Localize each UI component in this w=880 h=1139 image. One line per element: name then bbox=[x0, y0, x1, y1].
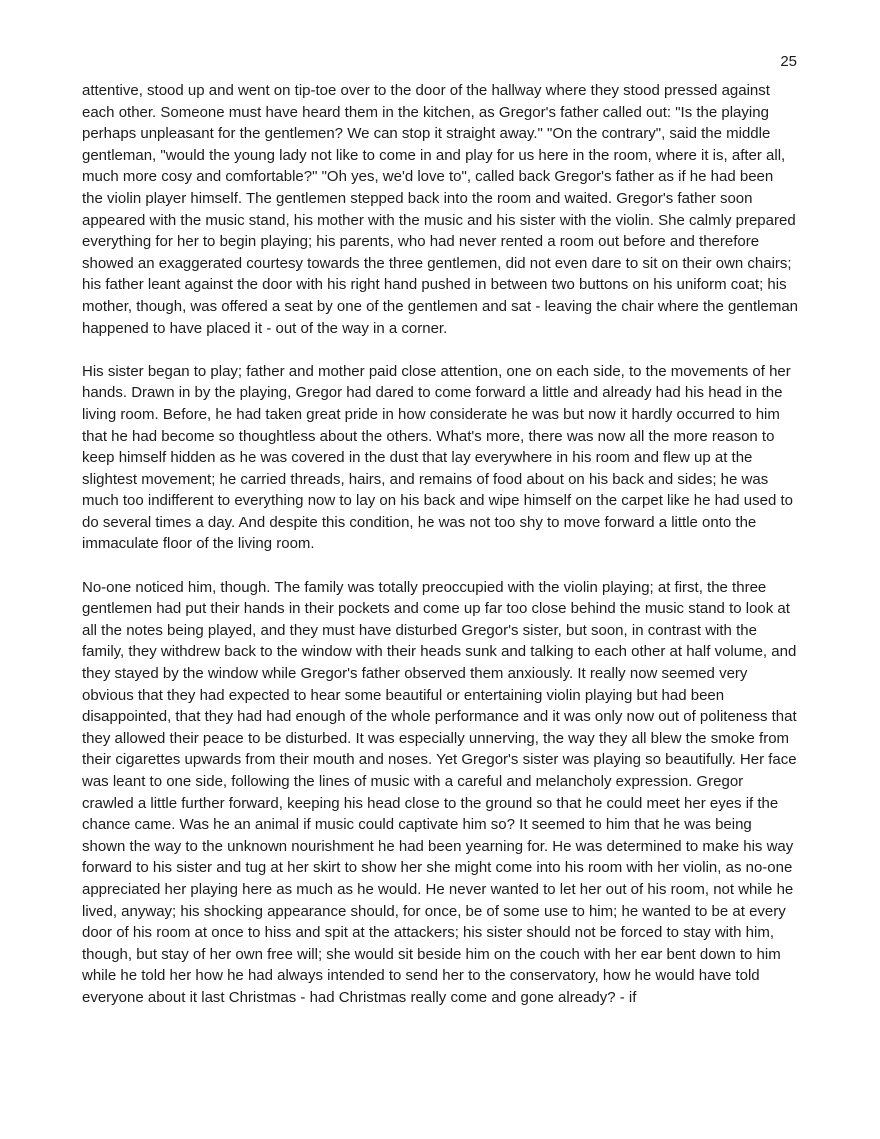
page-number: 25 bbox=[780, 53, 797, 70]
paragraph-1: attentive, stood up and went on tip-toe over to the door of the hallway where they stood pressed against each other. Someone must have heard them in the kitchen, as Gregor's father called out: "Is the playing perhaps unpleasant for the gentlemen? We can stop it straight away." "On the contrary", said the middle gentleman, "would the young lady not like to come in and play for us here in the room, where it is, after all, much more cosy and comfortable?" "Oh yes, we'd love to", called back Gregor's father as if he had been the violin player himself. The gentlemen stepped back into the room and waited. Gregor's father soon appeared with the music stand, his mother with the music and his sister with the violin. She calmly prepared everything for her to begin playing; his parents, who had never rented a room out before and therefore showed an exaggerated courtesy towards the three gentlemen, did not even dare to sit on their own chairs; his father leant against the door with his right hand pushed in between two buttons on his uniform coat; his mother, though, was offered a seat by one of the gentlemen and sat - leaving the chair where the gentleman happened to have placed it - out of the way in a corner. bbox=[82, 82, 799, 337]
paragraph-2: His sister began to play; father and mother paid close attention, one on each side, to the movements of her hands. Drawn in by the playing, Gregor had dared to come forward a little and already had his head in the living room. Before, he had taken great pride in how considerate he was but now it hardly occurred to him that he had become so thoughtless about the others. What's more, there was now all the more reason to keep himself hidden as he was covered in the dust that lay everywhere in his room and flew up at the slightest movement; he carried threads, hairs, and remains of food about on his back and sides; he was much too indifferent to everything now to lay on his back and wipe himself on the carpet like he had used to do several times a day. And despite this condition, he was not too shy to move forward a little onto the immaculate floor of the living room. bbox=[82, 362, 793, 553]
paragraph-3: No-one noticed him, though. The family was totally preoccupied with the violin playing; at first, the three gentlemen had put their hands in their pockets and come up far too close behind the music stand to look at all the notes being played, and they must have disturbed Gregor's sister, but soon, in contrast with the family, they withdrew back to the window with their heads sunk and talking to each other at half volume, and they stayed by the window while Gregor's father observed them anxiously. It really now seemed very obvious that they had expected to hear some beautiful or entertaining violin playing but had been disappointed, that they had had enough of the whole performance and it was only now out of politeness that they allowed their peace to be disturbed. It was especially unnerving, the way they all blew the smoke from their cigarettes upwards from their mouth and noses. Yet Gregor's sister was playing so beautifully. Her face was leant to one side, following the lines of music with a careful and melancholy expression. Gregor crawled a little further forward, keeping his head close to the ground so that he could meet her eyes if the chance came. Was he an animal if music could captivate him so? It seemed to him that he was being shown the way to the unknown nourishment he had been yearning for. He was determined to make his way forward to his sister and tug at her skirt to show her she might come into his room with her violin, as no-one appreciated her playing here as much as he would. He never wanted to let her out of his room, not while he lived, anyway; his shocking appearance should, for once, be of some use to him; he wanted to be at every door of his room at once to hiss and spit at the attackers; his sister should not be forced to stay with him, though, but stay of her own free will; she would sit beside him on the couch with her ear bent down to him while he told her how he had always intended to send her to the conservatory, how he would have told everyone about it last Christmas - had Christmas really come and gone already? - if bbox=[82, 578, 797, 1006]
document-body bbox=[82, 80, 798, 1009]
